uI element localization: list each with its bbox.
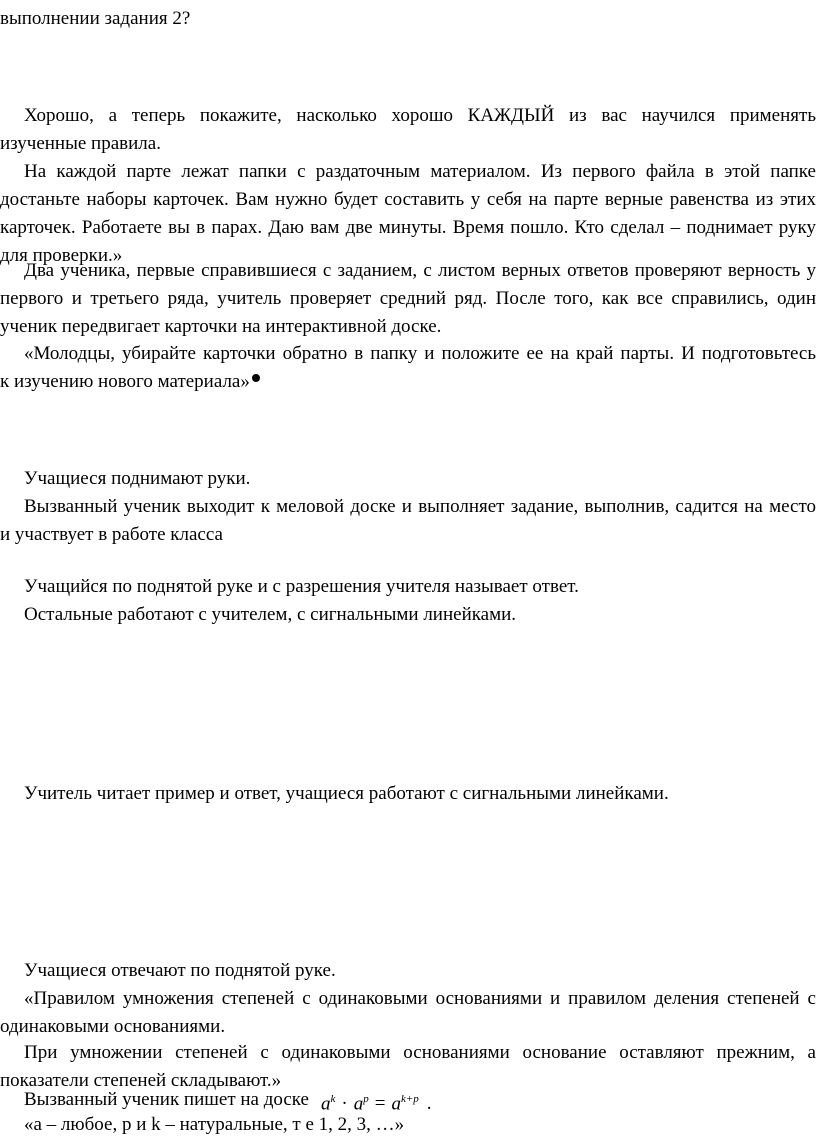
text-line: достаньте наборы карточек. Вам нужно будет составить у себя на парте верные равенства из этих bbox=[0, 189, 816, 210]
formula-exponent: k+p bbox=[400, 1093, 419, 1105]
text-line: первого и третьего ряда, учитель проверяет средний ряд. После того, как все справились, один bbox=[0, 288, 816, 309]
formula-exponent: p bbox=[363, 1093, 369, 1105]
text-line: карточек. Работаете вы в парах. Даю вам две минуты. Время пошло. Кто сделал – поднимает руку bbox=[0, 217, 816, 238]
text-line: Учитель читает пример и ответ, учащиеся работают с сигнальными линейками. bbox=[24, 783, 669, 804]
text-line: Остальные работают с учителем, с сигнальными линейками. bbox=[24, 604, 517, 625]
text-line: Учащиеся поднимают руки. bbox=[24, 468, 251, 489]
formula-base: a bbox=[321, 1093, 331, 1115]
text-line: Хорошо, а теперь покажите, насколько хорошо КАЖДЫЙ из вас научился применять bbox=[24, 105, 816, 126]
text-line: одинаковыми основаниями. bbox=[0, 1016, 226, 1037]
text-line: и участвует в работе класса bbox=[0, 524, 223, 545]
formula-base: a bbox=[353, 1093, 364, 1115]
text-span: Вызванный ученик пишет на доске bbox=[24, 1089, 309, 1110]
text-line: ученик передвигает карточки на интерактивной доске. bbox=[0, 316, 442, 337]
text-line: для проверки.» bbox=[0, 245, 123, 266]
text-line: Вызванный ученик выходит к меловой доске и выполняет задание, выполнив, садится на место bbox=[24, 496, 816, 517]
formula-exponent: k bbox=[330, 1093, 336, 1105]
text-line: «а – любое, p и k – натуральные, т е 1, 2, 3, …» bbox=[24, 1114, 405, 1135]
text-line: изученные правила. bbox=[0, 133, 161, 154]
bullet-icon bbox=[252, 374, 260, 382]
text-line: показатели степеней складывают.» bbox=[0, 1070, 282, 1091]
text-line: Учащийся по поднятой руке и с разрешения учителя называет ответ. bbox=[24, 576, 579, 597]
formula-end: . bbox=[426, 1093, 432, 1115]
text-line: «Молодцы, убирайте карточки обратно в папку и положите ее на край парты. И подготовьтесь bbox=[24, 343, 816, 364]
text-line: выполнении задания 2? bbox=[0, 8, 191, 29]
text-line: На каждой парте лежат папки с раздаточным материалом. Из первого файла в этой папке bbox=[24, 161, 816, 182]
formula-operator: = bbox=[374, 1093, 386, 1115]
formula-operator: · bbox=[341, 1093, 348, 1115]
text-line: При умножении степеней с одинаковыми основаниями основание оставляют прежним, а bbox=[24, 1042, 816, 1063]
formula-base: a bbox=[391, 1093, 401, 1115]
text-line: «Правилом умножения степеней с одинаковыми основаниями и правилом деления степеней с bbox=[24, 988, 816, 1009]
text-line bbox=[0, 367, 816, 396]
text-line: Учащиеся отвечают по поднятой руке. bbox=[24, 960, 336, 981]
text-line: Два ученика, первые справившиеся с заданием, с листом верных ответов проверяют верность у bbox=[24, 260, 816, 281]
text-span: к изучению нового материала» bbox=[0, 371, 250, 392]
